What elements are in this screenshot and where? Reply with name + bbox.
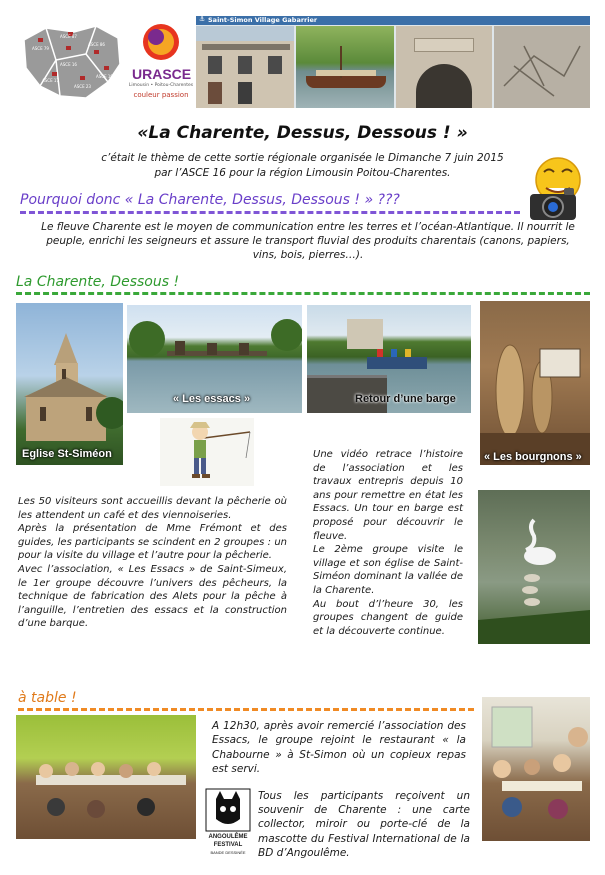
village-banner	[196, 16, 590, 108]
camera-smiley-icon	[524, 154, 590, 226]
map-label: ASCE 79	[32, 46, 49, 51]
restaurant-photo-right	[482, 697, 590, 841]
banner-title-bar	[196, 16, 590, 25]
map-label: ASCE 86	[88, 42, 105, 47]
banner-label: Saint-Simon Village Gabarrier	[208, 16, 318, 24]
paragraph: Les 50 visiteurs sont accueillis devant la pêcherie où les attendent un café et des viennoiseries.	[18, 496, 287, 521]
festival-logo-line3: BANDE DESSINÉE	[210, 850, 246, 855]
header-banner	[16, 16, 590, 108]
caption-bourgnons: « Les bourgnons »	[484, 451, 582, 463]
urasce-logo-tagline: couleur passion	[133, 91, 189, 99]
urasce-logo-line1: Limousin • Poitou-Charentes	[128, 83, 194, 88]
section3-heading: à table !	[18, 690, 77, 706]
paragraph: Le 2ème groupe visite le village et son église de Saint-Siméon dominant la vallée de la Charente.	[313, 544, 463, 596]
urasce-logo	[128, 20, 194, 104]
map-label: ASCE 87	[60, 34, 77, 39]
map-label: ASCE 23	[74, 84, 91, 89]
paragraph: Avec l’association, « Les Essacs » de Saint-Simeux, le 1er groupe découvre l’univers des pêcheurs, la technique de fabrication des Alets pour la pêche à l’anguille, l’entretien des essacs et la construction d’une barque.	[18, 563, 287, 630]
swan-photo	[478, 490, 590, 644]
paragraph: Au bout d’l’heure 30, les groupes changent de guide et la découverte continue.	[313, 598, 463, 637]
map-label: ASCE 16	[60, 62, 77, 67]
section1-divider	[20, 211, 520, 214]
section2-left-text	[18, 495, 287, 631]
paragraph: Une vidéo retrace l’histoire de l’association et les travaux entrepris depuis 10 ans pour remettre en état les Essacs. Un tour en barge est proposé pour découvrir le fleuve.	[313, 449, 463, 542]
engraved-stone-photo	[494, 26, 590, 108]
region-map	[16, 20, 126, 104]
caption-essacs: « Les essacs »	[173, 393, 251, 405]
section3-para2: Tous les participants reçoivent un souvenir de Charente : une carte collector, miroir ou porte-clé de la mascotte du Festival International de la BD d’Angoulême.	[258, 790, 470, 859]
map-label: ASCE 17	[42, 78, 59, 83]
boat-photo	[296, 26, 394, 108]
section1-text: Le fleuve Charente est le moyen de communication entre les terres et l’océan-Atlantique. Il nourrit le peuple, enrichi les seigneurs et assure le transport fluvial des produits charentais (canons, papiers, vins, bois, pierres…).	[41, 221, 575, 261]
fisherman-cartoon	[160, 418, 254, 486]
urasce-logo-name: URASCE	[132, 66, 192, 82]
festival-logo-line2: FESTIVAL	[213, 842, 243, 848]
restaurant-photo-left	[16, 715, 196, 839]
essacs-photo	[127, 305, 302, 413]
bourgnons-photo	[480, 301, 590, 465]
intro-line-2: par l’ASCE 16 pour la région Limousin Poitou-Charentes.	[154, 167, 451, 179]
section1-heading: Pourquoi donc « La Charente, Dessus, Dessous ! » ???	[20, 192, 400, 208]
section2-divider	[16, 292, 590, 295]
stone-gate-photo	[396, 26, 492, 108]
section2-right-text	[313, 448, 463, 638]
page-title: «La Charente, Dessus, Dessous ! »	[137, 123, 468, 143]
intro-line-1: c’était le thème de cette sortie régionale organisée le Dimanche 7 juin 2015	[101, 152, 504, 164]
paragraph: Après la présentation de Mme Frémont et des guides, les participants se scindent en 2 groupes : un pour la visite du village et l’autre pour la pêcherie.	[18, 523, 287, 562]
caption-church: Eglise St-Siméon	[22, 448, 112, 460]
section3-para1: A 12h30, après avoir remercié l’association des Essacs, le groupe rejoint le restaurant « la Chabourne » à St-Simon où un copieux repas est servi.	[212, 720, 466, 776]
barge-photo	[307, 305, 471, 413]
festival-logo-line1: ANGOULÊME	[208, 834, 248, 840]
church-photo	[16, 303, 123, 465]
anchor-icon: ⚓	[199, 16, 206, 23]
map-label: ASCE 19	[96, 74, 113, 79]
section3-divider	[18, 708, 474, 711]
house-photo	[196, 26, 294, 108]
caption-barge: Retour d’une barge	[355, 393, 456, 405]
festival-logo	[204, 787, 252, 857]
section2-heading: La Charente, Dessous !	[16, 274, 180, 290]
